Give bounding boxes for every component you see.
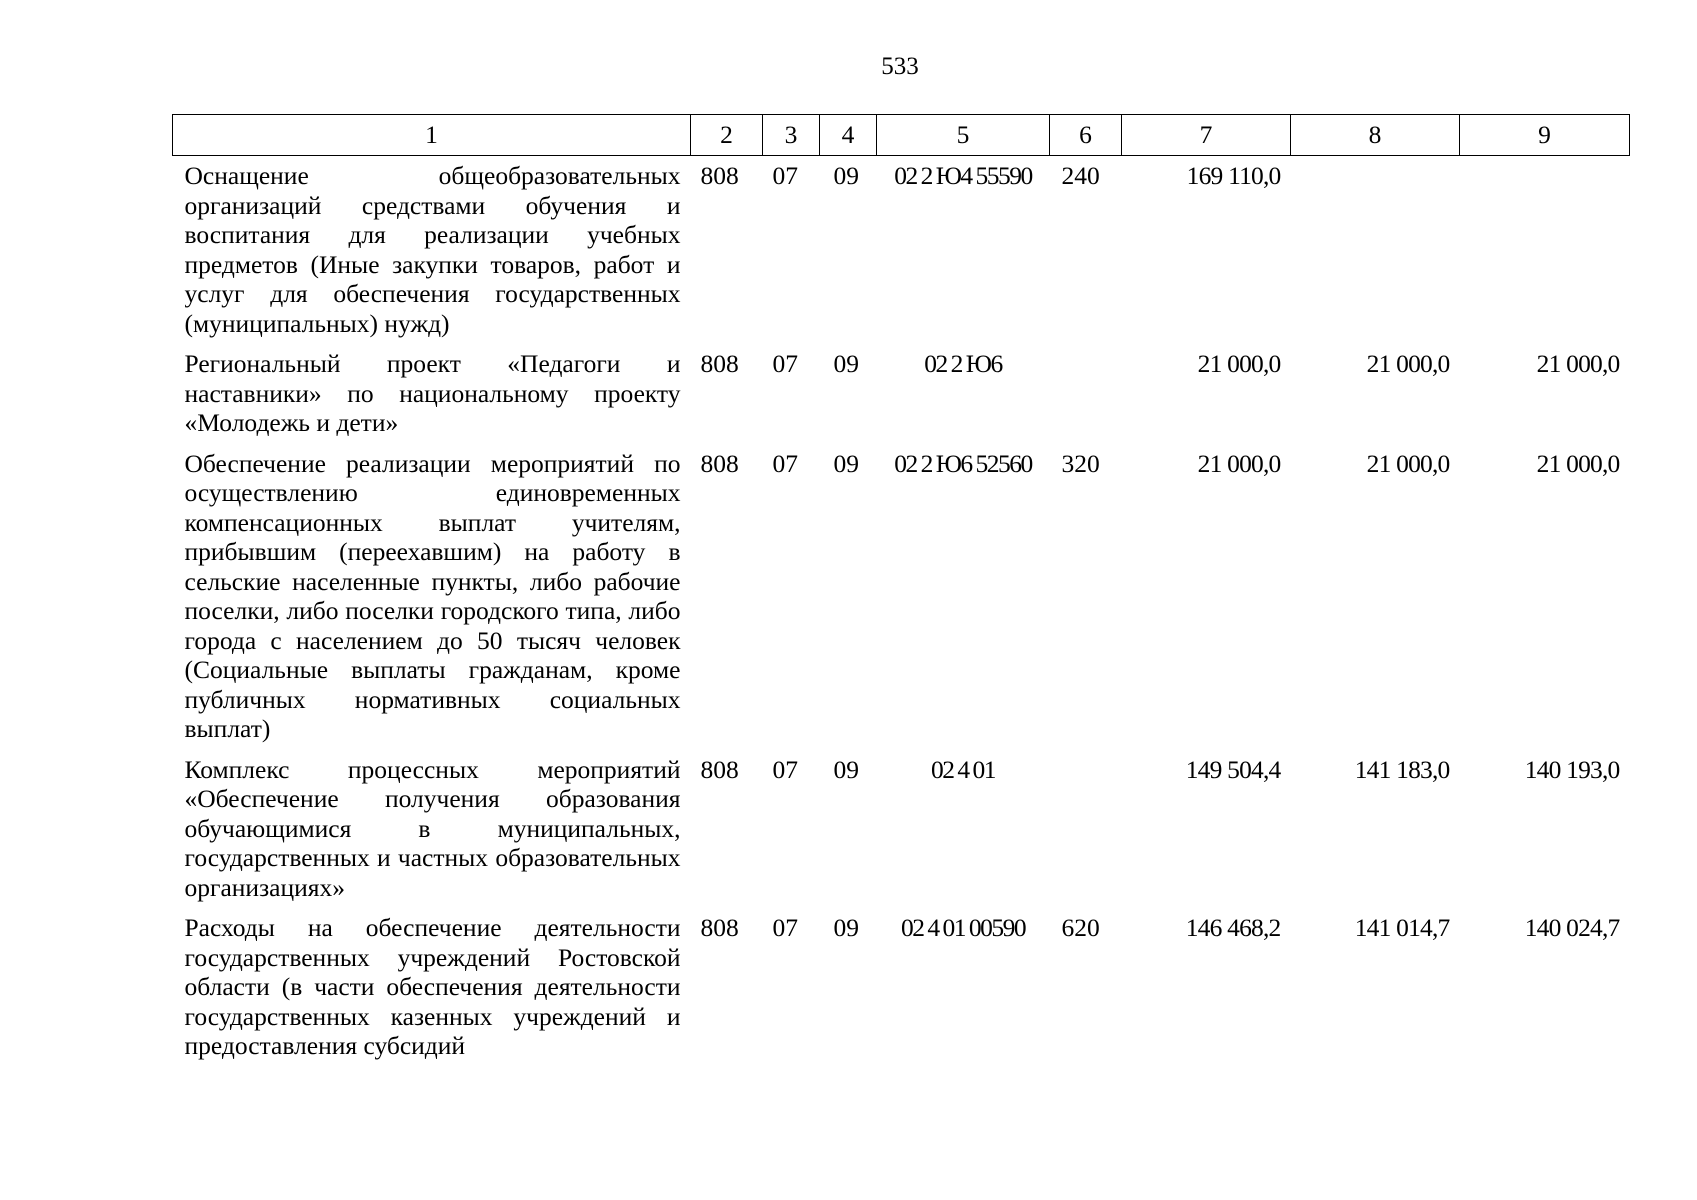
- row-name: Обеспечение реализации мероприятий по осуществлению единовременных компенсационных выплат учителям, прибывшим (переехавшим) на работу в сельские населенные пункты, либо рабочие поселки, либо поселки городского типа, либо города с населением до 50 тысяч человек (Социальные выплаты гражданам, кроме публичных нормативных социальных выплат): [184, 448, 681, 743]
- target-article: 02 2 Ю4 55590: [894, 161, 1032, 190]
- subsection-code: 09: [833, 754, 859, 784]
- page-number: 533: [881, 53, 919, 80]
- sum-year-1: 21 000,0: [1197, 448, 1281, 478]
- column-header-4: 4: [820, 115, 877, 156]
- table-row: [173, 349, 1630, 449]
- section-code: 07: [772, 161, 798, 190]
- expense-type: 320: [1061, 448, 1100, 478]
- target-article: 02 2 Ю6: [924, 349, 1002, 378]
- expense-type: [1050, 349, 1122, 449]
- column-header-5: 5: [877, 115, 1050, 156]
- budget-table: [172, 114, 1630, 1072]
- ministry-code: 808: [700, 161, 739, 190]
- sum-year-2: 21 000,0: [1366, 349, 1450, 378]
- row-name: Региональный проект «Педагоги и наставники» по национальному проекту «Молодежь и дети»: [184, 349, 681, 437]
- ministry-code: 808: [700, 913, 739, 942]
- sum-year-3: [1460, 156, 1630, 350]
- sum-year-2: 141 014,7: [1354, 913, 1450, 942]
- subsection-code: 09: [833, 448, 859, 478]
- sum-year-1: 169 110,0: [1186, 161, 1281, 190]
- sum-year-1: 146 468,2: [1185, 913, 1281, 942]
- target-article: 02 4 01 00590: [900, 913, 1026, 942]
- column-header-8: 8: [1291, 115, 1460, 156]
- sum-year-2: [1291, 156, 1460, 350]
- sum-year-1: 21 000,0: [1197, 349, 1281, 378]
- section-code: 07: [772, 448, 798, 478]
- section-code: 07: [772, 754, 798, 784]
- table-row: [173, 449, 1630, 755]
- column-header-7: 7: [1122, 115, 1291, 156]
- row-name: Оснащение общеобразовательных организаций средствами обучения и воспитания для реализации учебных предметов (Иные закупки товаров, работ и услуг для обеспечения государственных (муниципальных) нужд): [184, 161, 681, 338]
- target-article: 02 2 Ю6 52560: [894, 448, 1032, 478]
- table-body: [173, 156, 1630, 1072]
- sum-year-2: 21 000,0: [1366, 448, 1450, 478]
- sum-year-3: 21 000,0: [1536, 349, 1620, 378]
- table-row: [173, 156, 1630, 350]
- section-code: 07: [772, 913, 798, 942]
- header-row: [173, 115, 1630, 156]
- section-code: 07: [772, 349, 798, 378]
- column-header-6: 6: [1050, 115, 1122, 156]
- sum-year-3: 140 193,0: [1524, 754, 1620, 784]
- sum-year-1: 149 504,4: [1185, 754, 1281, 784]
- subsection-code: 09: [833, 349, 859, 378]
- target-article: 02 4 01: [931, 754, 995, 784]
- column-header-1: 1: [173, 115, 691, 156]
- row-name: Комплекс процессных мероприятий «Обеспечение получения образования обучающимися в муниципальных, государственных и частных образовательных организациях»: [184, 754, 681, 902]
- subsection-code: 09: [833, 913, 859, 942]
- table-row: [173, 755, 1630, 914]
- expense-type: 620: [1061, 913, 1100, 942]
- column-header-9: 9: [1460, 115, 1630, 156]
- subsection-code: 09: [833, 161, 859, 190]
- sum-year-2: 141 183,0: [1354, 754, 1450, 784]
- ministry-code: 808: [700, 349, 739, 378]
- row-name: Расходы на обеспечение деятельности государственных учреждений Ростовской области (в части обеспечения деятельности государственных казенных учреждений и предоставления субсидий: [184, 913, 681, 1060]
- column-header-3: 3: [763, 115, 820, 156]
- sum-year-3: 140 024,7: [1524, 913, 1620, 942]
- table-row: [173, 913, 1630, 1072]
- ministry-code: 808: [700, 448, 739, 478]
- expense-type: 240: [1061, 161, 1100, 190]
- expense-type: [1050, 755, 1122, 914]
- ministry-code: 808: [700, 754, 739, 784]
- table-header: [173, 115, 1630, 156]
- sum-year-3: 21 000,0: [1536, 448, 1620, 478]
- column-header-2: 2: [691, 115, 763, 156]
